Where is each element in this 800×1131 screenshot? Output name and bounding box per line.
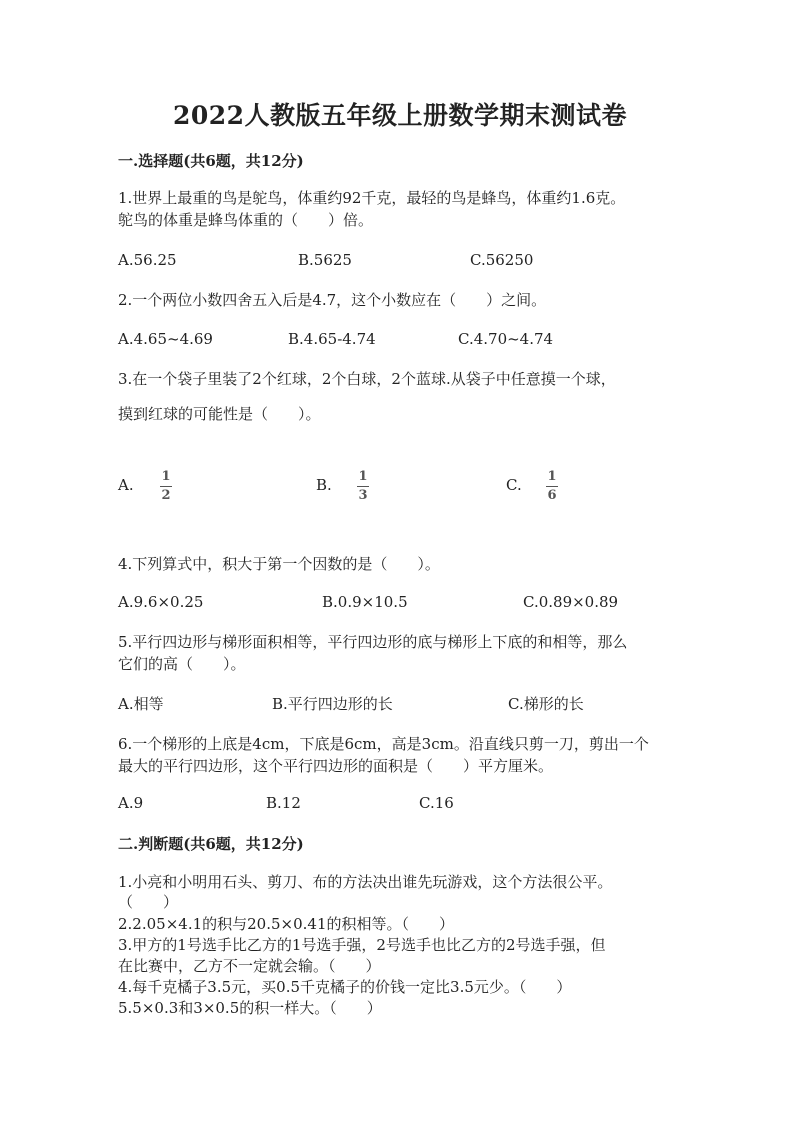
question-6-line-1: 6.一个梯形的上底是4cm，下底是6cm，高是3cm。沿直线只剪一刀，剪出一个 (118, 735, 649, 753)
question-4-option-b: B.0.9×10.5 (322, 593, 408, 611)
question-3-line-1: 3.在一个袋子里装了2个红球，2个白球，2个蓝球.从袋子中任意摸一个球， (118, 370, 616, 388)
question-5-line-2: 它们的高（ ）。 (118, 655, 246, 673)
judgement-1-line-2: （ ） (118, 893, 179, 911)
fraction-bar (160, 486, 172, 487)
question-6-option-c: C.16 (419, 794, 454, 812)
question-3-line-2: 摸到红球的可能性是（ ）。 (118, 405, 321, 423)
question-3-option-c-fraction (546, 470, 558, 503)
question-6-option-b: B.12 (266, 794, 301, 812)
page-title: 2022人教版五年级上册数学期末测试卷 (172, 101, 628, 130)
fraction-denominator: 6 (547, 488, 557, 503)
judgement-3-line-2: 在比赛中，乙方不一定就会输。（ ） (118, 957, 381, 975)
section-heading-choice: 一.选择题(共6题，共12分) (118, 152, 304, 170)
question-5-option-b: B.平行四边形的长 (272, 695, 393, 713)
question-3-option-b-fraction (357, 470, 369, 503)
question-3-option-c-label: C. (506, 476, 522, 494)
question-2-option-a: A.4.65~4.69 (118, 330, 213, 348)
question-1-option-c: C.56250 (470, 251, 534, 269)
fraction-bar (357, 486, 369, 487)
question-4-text: 4.下列算式中，积大于第一个因数的是（ ）。 (118, 555, 440, 573)
question-3-option-a-fraction (160, 470, 172, 503)
question-6-line-2: 最大的平行四边形，这个平行四边形的面积是（ ）平方厘米。 (118, 757, 554, 775)
judgement-5-text: 5.5×0.3和3×0.5的积一样大。（ ） (118, 999, 382, 1017)
question-2-text: 2.一个两位小数四舍五入后是4.7，这个小数应在（ ）之间。 (118, 291, 547, 309)
question-1-option-b: B.5625 (298, 251, 352, 269)
fraction-bar (546, 486, 558, 487)
fraction-numerator: 1 (547, 469, 557, 484)
question-1-option-a: A.56.25 (118, 251, 177, 269)
fraction-numerator: 1 (358, 469, 368, 484)
question-5-line-1: 5.平行四边形与梯形面积相等，平行四边形的底与梯形上下底的和相等，那么 (118, 633, 628, 651)
question-1-line-1: 1.世界上最重的鸟是鸵鸟，体重约92千克，最轻的鸟是蜂鸟，体重约1.6克。 (118, 189, 626, 207)
question-5-option-c: C.梯形的长 (508, 695, 584, 713)
judgement-3-line-1: 3.甲方的1号选手比乙方的1号选手强，2号选手也比乙方的2号选手强，但 (118, 936, 606, 954)
question-3-option-a-label: A. (118, 476, 134, 494)
judgement-2-text: 2.2.05×4.1的积与20.5×0.41的积相等。（ ） (118, 915, 454, 933)
question-6-option-a: A.9 (118, 794, 144, 812)
question-4-option-c: C.0.89×0.89 (523, 593, 619, 611)
question-5-option-a: A.相等 (118, 695, 164, 713)
question-1-line-2: 鸵鸟的体重是蜂鸟体重的（ ）倍。 (118, 211, 374, 229)
fraction-denominator: 2 (161, 488, 171, 503)
fraction-numerator: 1 (161, 469, 171, 484)
fraction-denominator: 3 (358, 488, 368, 503)
question-2-option-b: B.4.65-4.74 (288, 330, 376, 348)
judgement-1-line-1: 1.小亮和小明用石头、剪刀、布的方法决出谁先玩游戏，这个方法很公平。 (118, 873, 613, 891)
judgement-4-text: 4.每千克橘子3.5元，买0.5千克橘子的价钱一定比3.5元少。（ ） (118, 978, 572, 996)
question-2-option-c: C.4.70~4.74 (458, 330, 554, 348)
question-4-option-a: A.9.6×0.25 (118, 593, 204, 611)
section-heading-judgement: 二.判断题(共6题，共12分) (118, 835, 304, 853)
question-3-option-b-label: B. (316, 476, 332, 494)
